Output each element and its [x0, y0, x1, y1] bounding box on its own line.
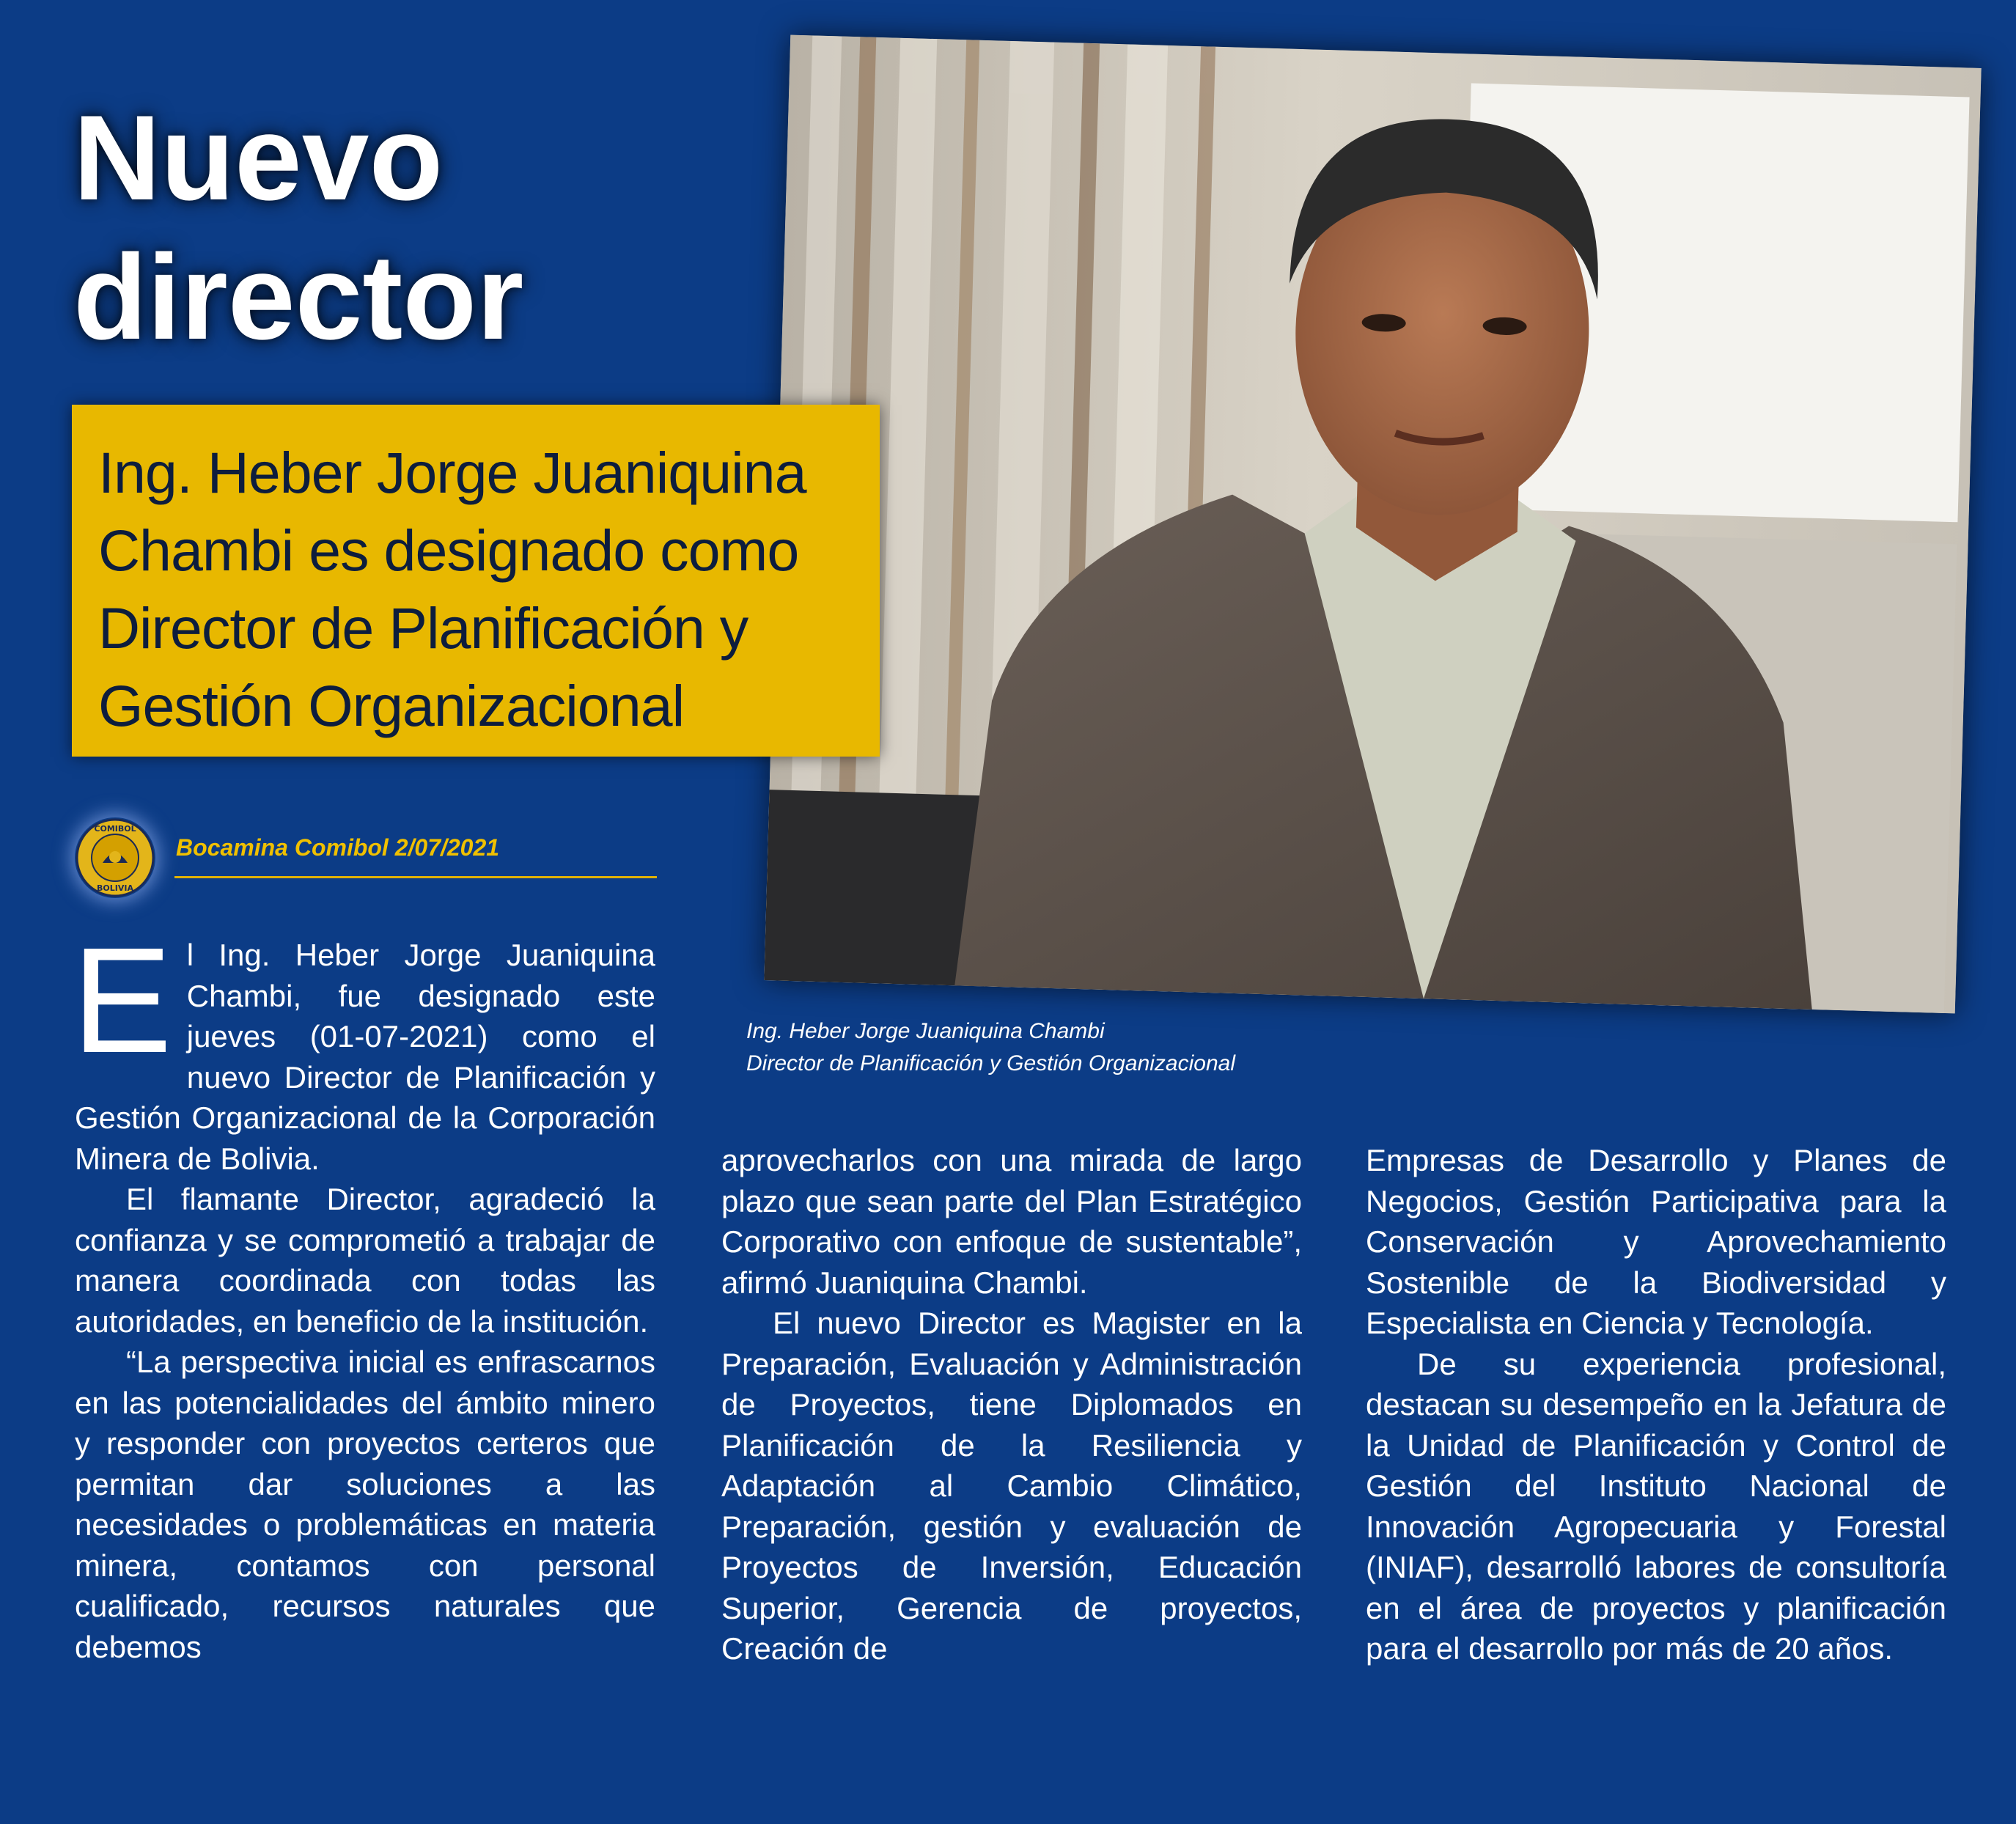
logo-text-bottom: BOLIVIA — [97, 883, 133, 893]
comibol-seal-icon — [75, 817, 155, 898]
subtitle-line-2: Chambi es designado como — [98, 518, 799, 583]
paragraph-2: El flamante Director, agradeció la confianza y se comprometió a trabajar de manera coordinada con todas las autoridades, en beneficio de la institución. — [75, 1182, 655, 1339]
paragraph-3: “La perspectiva inicial es enfrascarnos en las potencialidades del ámbito minero y responder con proyectos certeros que permitan dar soluciones a las necesidades o problemáticas en materia minera, contamos con personal cualificado, recursos naturales que debemos — [75, 1345, 655, 1664]
paragraph-1-text: l Ing. Heber Jorge Juaniquina Chambi, fue designado este jueves (01-07-2021) como el nuevo Director de Planificación y Gestión Organizacional de la Corporación Minera de Bolivia. — [75, 938, 655, 1176]
source-divider — [174, 876, 657, 878]
subtitle-line-1: Ing. Heber Jorge Juaniquina — [98, 440, 806, 505]
body-column-1 — [72, 916, 655, 1667]
drop-cap: E — [72, 916, 172, 1084]
caption-title: Director de Planificación y Gestión Organizacional — [746, 1051, 1235, 1075]
subtitle-line-3: Director de Planificación y — [98, 595, 748, 661]
paragraph-4-continued: Empresas de Desarrollo y Planes de Negocios, Gestión Participativa para la Conservación y Aprovechamiento Sostenible de la Biodiversidad y Especialista en Ciencia y Tecnología. — [1366, 1143, 1946, 1340]
paragraph-1 — [72, 916, 655, 1179]
paragraph-4: El nuevo Director es Magister en la Preparación, Evaluación y Administración de Proyectos, tiene Diplomados en Planificación de la Resiliencia y Adaptación al Cambio Climático, Preparación, gestión y evaluación de Proyectos de Inversión, Educación Superior, Gerencia de proyectos, Creación de — [721, 1306, 1302, 1666]
subtitle-box — [72, 405, 880, 757]
comibol-logo — [75, 817, 155, 898]
portrait-illustration — [764, 35, 1981, 1014]
headline — [73, 88, 733, 367]
portrait-photo — [764, 35, 1981, 1014]
logo-text-top: COMIBOL — [94, 824, 136, 834]
body-column-2 — [721, 1140, 1302, 1669]
headline-line-2: director — [73, 229, 524, 364]
caption-name: Ing. Heber Jorge Juaniquina Chambi — [746, 1019, 1105, 1043]
paragraph-3-continued: aprovecharlos con una mirada de largo plazo que sean parte del Plan Estratégico Corporativo con enfoque de sustentable”, afirmó Juaniquina Chambi. — [721, 1143, 1302, 1300]
source-label: Bocamina Comibol 2/07/2021 — [176, 834, 500, 861]
body-column-3 — [1366, 1140, 1946, 1669]
subtitle-line-4: Gestión Organizacional — [98, 673, 685, 738]
photo-caption — [746, 1015, 1406, 1080]
headline-line-1: Nuevo — [73, 90, 444, 225]
paragraph-5: De su experiencia profesional, destacan su desempeño en la Jefatura de la Unidad de Planificación y Control de Gestión del Instituto Nacional de Innovación Agropecuaria y Forestal (INIAF), desarrolló labores de consultoría en el área de proyectos y planificación para el desarrollo por más de 20 años. — [1366, 1346, 1946, 1666]
